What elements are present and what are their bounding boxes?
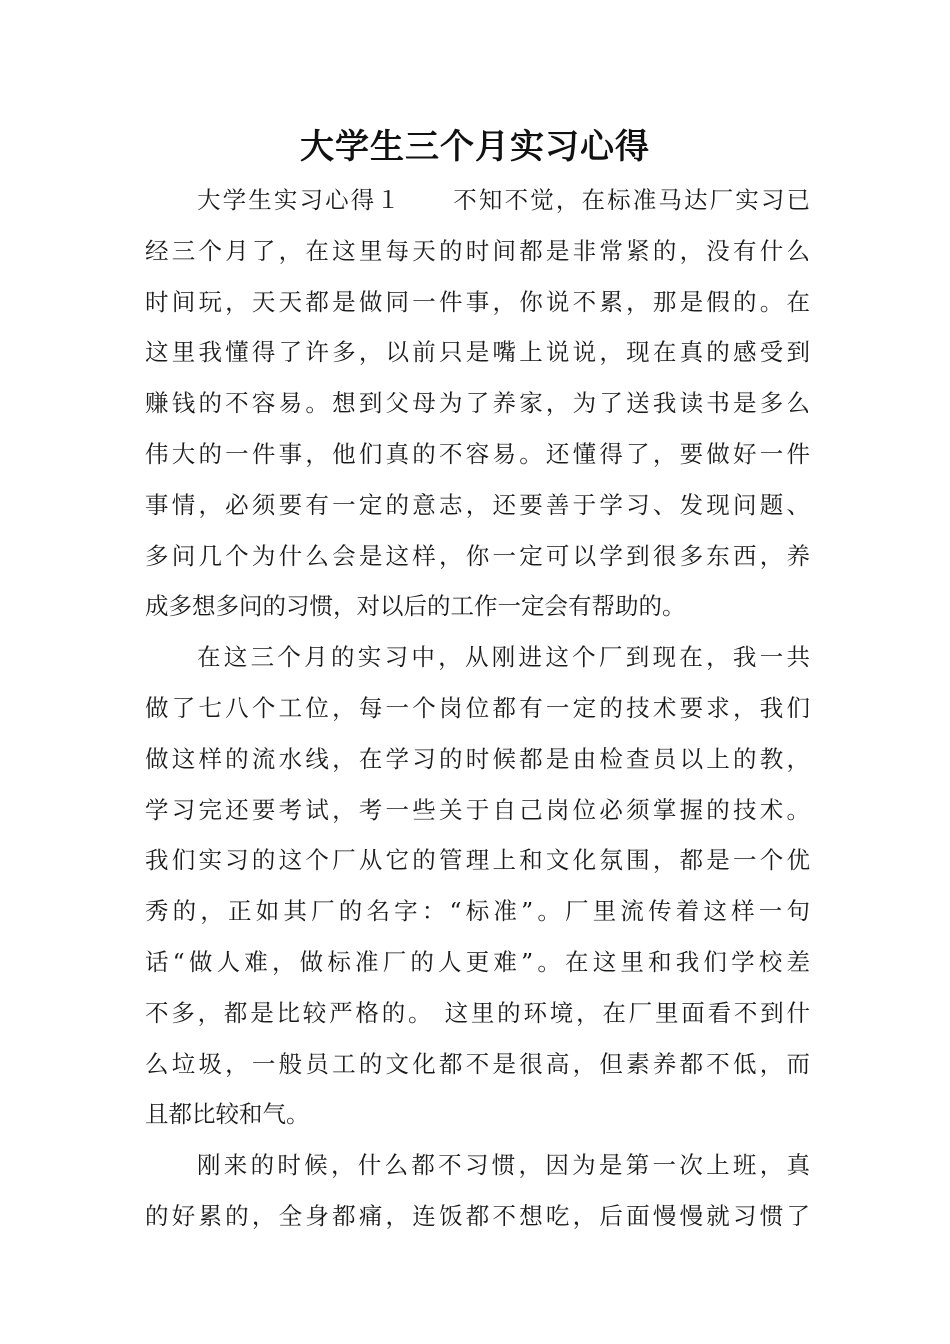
paragraph-line: 时间玩，天天都是做同一件事，你说不累，那是假的。在 — [145, 287, 810, 316]
paragraph-line: 经三个月了，在这里每天的时间都是非常紧的，没有什么 — [145, 236, 810, 265]
paragraph-line: 秀的，正如其厂的名字：“标准”。厂里流传着这样一句 — [145, 897, 810, 926]
paragraph-line: 不多，都是比较严格的。 这里的环境，在厂里面看不到什 — [145, 998, 810, 1027]
paragraph-line: 成多想多问的习惯，对以后的工作一定会有帮助的。 — [145, 592, 686, 621]
paragraph-line: 伟大的一件事，他们真的不容易。还懂得了，要做好一件 — [145, 439, 810, 468]
paragraph-line: 话“做人难，做标准厂的人更难”。在这里和我们学校差 — [145, 947, 810, 976]
paragraph-line: 大学生实习心得１ 不知不觉，在标准马达厂实习已 — [197, 186, 810, 214]
paragraph-line: 多问几个为什么会是这样，你一定可以学到很多东西，养 — [145, 541, 810, 570]
paragraph-line: 做了七八个工位，每一个岗位都有一定的技术要求，我们 — [145, 693, 810, 722]
paragraph-line: 刚来的时候，什么都不习惯，因为是第一次上班，真 — [197, 1151, 810, 1180]
paragraph-line: 在这三个月的实习中，从刚进这个厂到现在，我一共 — [197, 643, 810, 672]
paragraph-line: 学习完还要考试，考一些关于自己岗位必须掌握的技术。 — [145, 795, 810, 824]
paragraph-line: 且都比较和气。 — [145, 1100, 310, 1129]
document-title: 大学生三个月实习心得 — [300, 127, 650, 167]
paragraph-line: 做这样的流水线，在学习的时候都是由检查员以上的教， — [145, 744, 810, 773]
paragraph-line: 赚钱的不容易。想到父母为了养家，为了送我读书是多么 — [145, 389, 810, 418]
paragraph-line: 我们实习的这个厂从它的管理上和文化氛围，都是一个优 — [145, 846, 810, 875]
paragraph-line: 事情，必须要有一定的意志，还要善于学习、发现问题、 — [145, 490, 810, 519]
paragraph-line: 这里我懂得了许多，以前只是嘴上说说，现在真的感受到 — [145, 338, 810, 367]
document-body — [145, 175, 810, 1242]
paragraph-line: 的好累的，全身都痛，连饭都不想吃，后面慢慢就习惯了 — [145, 1201, 810, 1230]
paragraph-line: 么垃圾，一般员工的文化都不是很高，但素养都不低，而 — [145, 1049, 810, 1078]
